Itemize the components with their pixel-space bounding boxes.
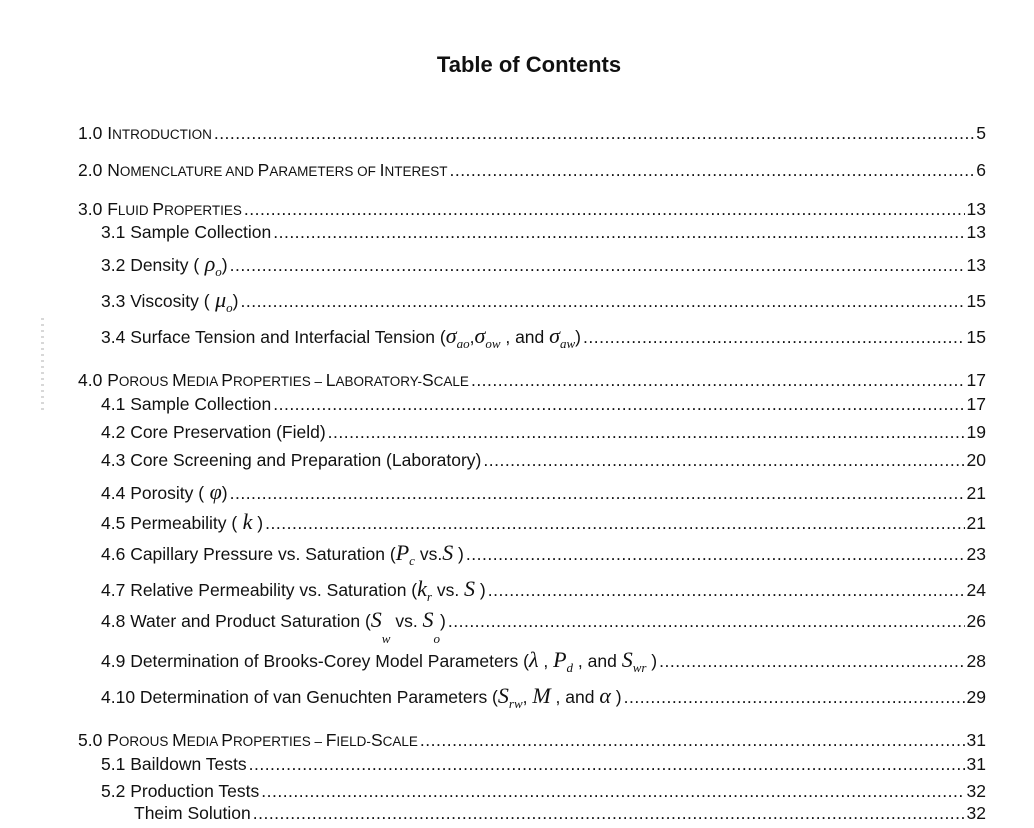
math-symbol: M (532, 683, 551, 708)
toc-entry[interactable] (101, 287, 986, 316)
math-symbol: μ (209, 287, 227, 312)
toc-entry[interactable] (101, 222, 986, 243)
entry-label: 3.1 Sample Collection (101, 222, 272, 242)
toc-entry[interactable] (101, 323, 986, 352)
math-symbol: S (621, 647, 633, 672)
toc-entry[interactable] (101, 781, 986, 802)
page-number: 24 (966, 580, 986, 600)
entry-label: 4.9 Determination of Brooks-Corey Model Parameters ( (101, 651, 529, 671)
toc-entry[interactable] (101, 647, 986, 676)
dot-leader (328, 422, 965, 443)
entry-separator: , and (550, 687, 600, 707)
math-symbol: P (395, 540, 410, 565)
dot-leader (265, 513, 964, 534)
small-caps-rest: ROPERTIES (164, 203, 242, 218)
page-number: 26 (966, 611, 986, 631)
dot-leader (240, 291, 964, 312)
toc-entry[interactable] (101, 576, 986, 605)
entry-close: ) (252, 513, 264, 533)
small-caps-initial: P (221, 370, 233, 390)
toc-entry-title (101, 422, 326, 443)
toc-entry-title (101, 683, 622, 712)
small-caps-initial: M (172, 370, 187, 390)
small-caps-rest: ROPERTIES – (232, 374, 326, 389)
toc-entry-title (101, 222, 271, 243)
toc-entry-title (78, 123, 212, 144)
toc-entry[interactable] (101, 754, 986, 775)
entry-label: 5.2 Production Tests (101, 781, 260, 801)
math-symbol: S (497, 683, 509, 708)
entry-label: 3.4 Surface Tension and Interfacial Tension ( (101, 327, 446, 347)
small-caps-rest: NTRODUCTION (112, 127, 212, 142)
page-number: 20 (966, 450, 986, 470)
dot-leader (420, 730, 965, 751)
math-subscript: wr (632, 660, 647, 675)
dot-leader (659, 651, 964, 672)
dot-leader (230, 255, 965, 276)
math-subscript: w (381, 631, 391, 646)
small-caps-rest: OROUS (118, 734, 173, 749)
entry-label: 4.6 Capillary Pressure vs. Saturation ( (101, 544, 396, 564)
toc-entry-title (101, 479, 228, 505)
small-caps-rest: CALE (382, 734, 418, 749)
entry-label: 3.2 Density ( (101, 255, 200, 275)
toc-entry-title (78, 370, 469, 391)
entry-separator: , (538, 651, 554, 671)
math-symbol: k (237, 509, 253, 534)
entry-close: ) (453, 544, 464, 564)
entry-separator: , (522, 687, 533, 707)
toc-entry[interactable] (101, 607, 986, 647)
entry-label: 4.3 Core Screening and Preparation (Laboratory) (101, 450, 482, 470)
small-caps-initial: I (107, 123, 113, 143)
dot-leader (214, 123, 974, 144)
math-subscript: aw (560, 336, 576, 351)
toc-entry-title (101, 450, 481, 471)
toc-entry[interactable] (101, 251, 986, 280)
page-number: 23 (966, 544, 986, 564)
math-subscript: o (215, 264, 222, 279)
math-symbol: S (422, 607, 434, 632)
entry-label: 4.4 Porosity ( (101, 483, 205, 503)
math-subscript: rw (508, 696, 523, 711)
toc-entry[interactable] (101, 683, 986, 712)
page-number: 15 (966, 327, 986, 347)
entry-label: 4.8 Water and Product Saturation ( (101, 611, 371, 631)
small-caps-initial: L (325, 370, 336, 390)
entry-close: ) (232, 291, 239, 311)
dot-leader (471, 370, 965, 391)
page-number: 32 (966, 781, 986, 801)
entry-label: 4.5 Permeability ( (101, 513, 238, 533)
toc-entry[interactable] (134, 803, 986, 824)
toc-entry-title (101, 754, 247, 775)
dot-leader (449, 160, 974, 181)
section-number: 5.0 (78, 730, 108, 750)
math-subscript: o (433, 631, 441, 646)
math-symbol: S (442, 540, 454, 565)
math-subscript: ow (485, 336, 501, 351)
page-number: 13 (966, 255, 986, 275)
toc-entry-title (78, 199, 242, 220)
entry-label: Theim Solution (134, 803, 251, 823)
entry-separator: vs. (431, 580, 465, 600)
small-caps-initial: P (107, 730, 119, 750)
page-number: 19 (966, 422, 986, 442)
math-symbol: σ (549, 323, 560, 348)
entry-separator: vs. (390, 611, 423, 631)
toc-entry[interactable] (78, 199, 986, 220)
small-caps-initial: P (107, 370, 119, 390)
toc-entry[interactable] (101, 509, 986, 535)
math-subscript: d (566, 660, 574, 675)
entry-label: 5.1 Baildown Tests (101, 754, 247, 774)
entry-close: ) (610, 687, 622, 707)
section-number: 1.0 (78, 123, 108, 143)
entry-close: ) (440, 611, 446, 631)
math-symbol: α (599, 683, 611, 708)
toc-entry-title (101, 576, 486, 605)
entry-separator: , and (573, 651, 622, 671)
entry-label: 3.3 Viscosity ( (101, 291, 210, 311)
section-number: 4.0 (78, 370, 108, 390)
small-caps-initial: I (379, 160, 385, 180)
small-caps-rest: ABORATORY- (335, 374, 422, 389)
small-caps-initial: P (152, 199, 165, 219)
math-symbol: σ (474, 323, 486, 348)
page-number: 17 (966, 370, 986, 390)
small-caps-initial: S (370, 730, 383, 750)
page-number: 6 (976, 160, 986, 180)
entry-separator: vs. (414, 544, 443, 564)
entry-label: 4.7 Relative Permeability vs. Saturation ( (101, 580, 418, 600)
page-number: 15 (966, 291, 986, 311)
entry-close: ) (221, 255, 228, 275)
small-caps-initial: F (107, 199, 118, 219)
page-number: 13 (966, 199, 986, 219)
small-caps-rest: LUID (117, 203, 153, 218)
dot-leader (253, 803, 965, 824)
toc-entry[interactable] (78, 160, 986, 181)
dot-leader (261, 781, 964, 802)
math-symbol: S (370, 607, 382, 632)
section-number: 2.0 (78, 160, 108, 180)
toc-entry[interactable] (78, 730, 986, 751)
page-number: 21 (966, 483, 986, 503)
section-number: 3.0 (78, 199, 108, 219)
small-caps-initial: N (107, 160, 120, 180)
small-caps-rest: EDIA (186, 734, 222, 749)
toc-entry-title (101, 540, 464, 569)
entry-close: ) (221, 483, 228, 503)
dot-leader (483, 450, 964, 471)
toc-entry[interactable] (78, 370, 986, 391)
page-number: 13 (966, 222, 986, 242)
math-subscript: c (409, 553, 415, 568)
dot-leader (230, 483, 965, 504)
page-number: 29 (966, 687, 986, 707)
small-caps-rest: EDIA (186, 374, 222, 389)
page-number: 32 (966, 803, 986, 823)
dot-leader (466, 544, 965, 565)
math-symbol: ρ (199, 251, 216, 276)
small-caps-rest: OMENCLATURE AND (119, 164, 258, 179)
page-number: 21 (966, 513, 986, 533)
math-symbol: P (553, 647, 567, 672)
math-symbol: k (417, 576, 427, 601)
small-caps-rest: NTEREST (384, 164, 448, 179)
math-subscript: o (226, 300, 233, 315)
toc-entry-title (101, 607, 446, 647)
small-caps-initial: P (221, 730, 233, 750)
toc-entry-title (101, 251, 228, 280)
page-number: 31 (966, 754, 986, 774)
small-caps-initial: S (421, 370, 434, 390)
page-number: 31 (966, 730, 986, 750)
toc-entry-title (78, 730, 418, 751)
dot-leader (249, 754, 965, 775)
entry-separator: , (469, 327, 475, 347)
entry-close: ) (575, 327, 581, 347)
margin-mark (41, 318, 44, 410)
toc-entry-title (101, 394, 271, 415)
small-caps-rest: ARAMETERS OF (269, 164, 380, 179)
page-number: 5 (976, 123, 986, 143)
entry-separator: , and (500, 327, 550, 347)
small-caps-initial: M (172, 730, 187, 750)
dot-leader (448, 611, 965, 632)
page-number: 28 (966, 651, 986, 671)
toc-entry[interactable] (101, 479, 986, 505)
toc-entry-title (101, 509, 263, 535)
toc-entry-title (101, 323, 581, 352)
small-caps-rest: ROPERTIES – (232, 734, 326, 749)
entry-label: 4.2 Core Preservation (Field) (101, 422, 326, 442)
dot-leader (273, 394, 964, 415)
dot-leader (583, 327, 965, 348)
toc-entry[interactable] (78, 123, 986, 144)
toc-entry[interactable] (101, 540, 986, 569)
math-subscript: ao (456, 336, 470, 351)
entry-label: 4.1 Sample Collection (101, 394, 272, 414)
small-caps-rest: IELD- (336, 734, 371, 749)
toc-entry[interactable] (101, 394, 986, 415)
entry-close: ) (646, 651, 658, 671)
math-subscript: r (426, 589, 432, 604)
toc-entry[interactable] (101, 450, 986, 471)
math-symbol: S (464, 576, 476, 601)
toc-entry-title (101, 287, 238, 316)
small-caps-rest: CALE (433, 374, 469, 389)
toc-entry-title (101, 781, 259, 802)
math-symbol: σ (445, 323, 457, 348)
toc-entry-title (101, 647, 657, 676)
toc-entry-title (134, 803, 251, 824)
dot-leader (273, 222, 964, 243)
entry-label: 4.10 Determination of van Genuchten Parameters ( (101, 687, 498, 707)
dot-leader (624, 687, 965, 708)
page-number: 17 (966, 394, 986, 414)
small-caps-initial: P (257, 160, 270, 180)
dot-leader (244, 199, 965, 220)
toc-entry-title (78, 160, 447, 181)
small-caps-initial: F (325, 730, 337, 750)
dot-leader (488, 580, 965, 601)
math-symbol: λ (528, 647, 539, 672)
math-symbol: φ (204, 479, 222, 504)
toc-entry[interactable] (101, 422, 986, 443)
page-title: Table of Contents (436, 52, 622, 77)
entry-close: ) (475, 580, 486, 600)
small-caps-rest: OROUS (118, 374, 173, 389)
